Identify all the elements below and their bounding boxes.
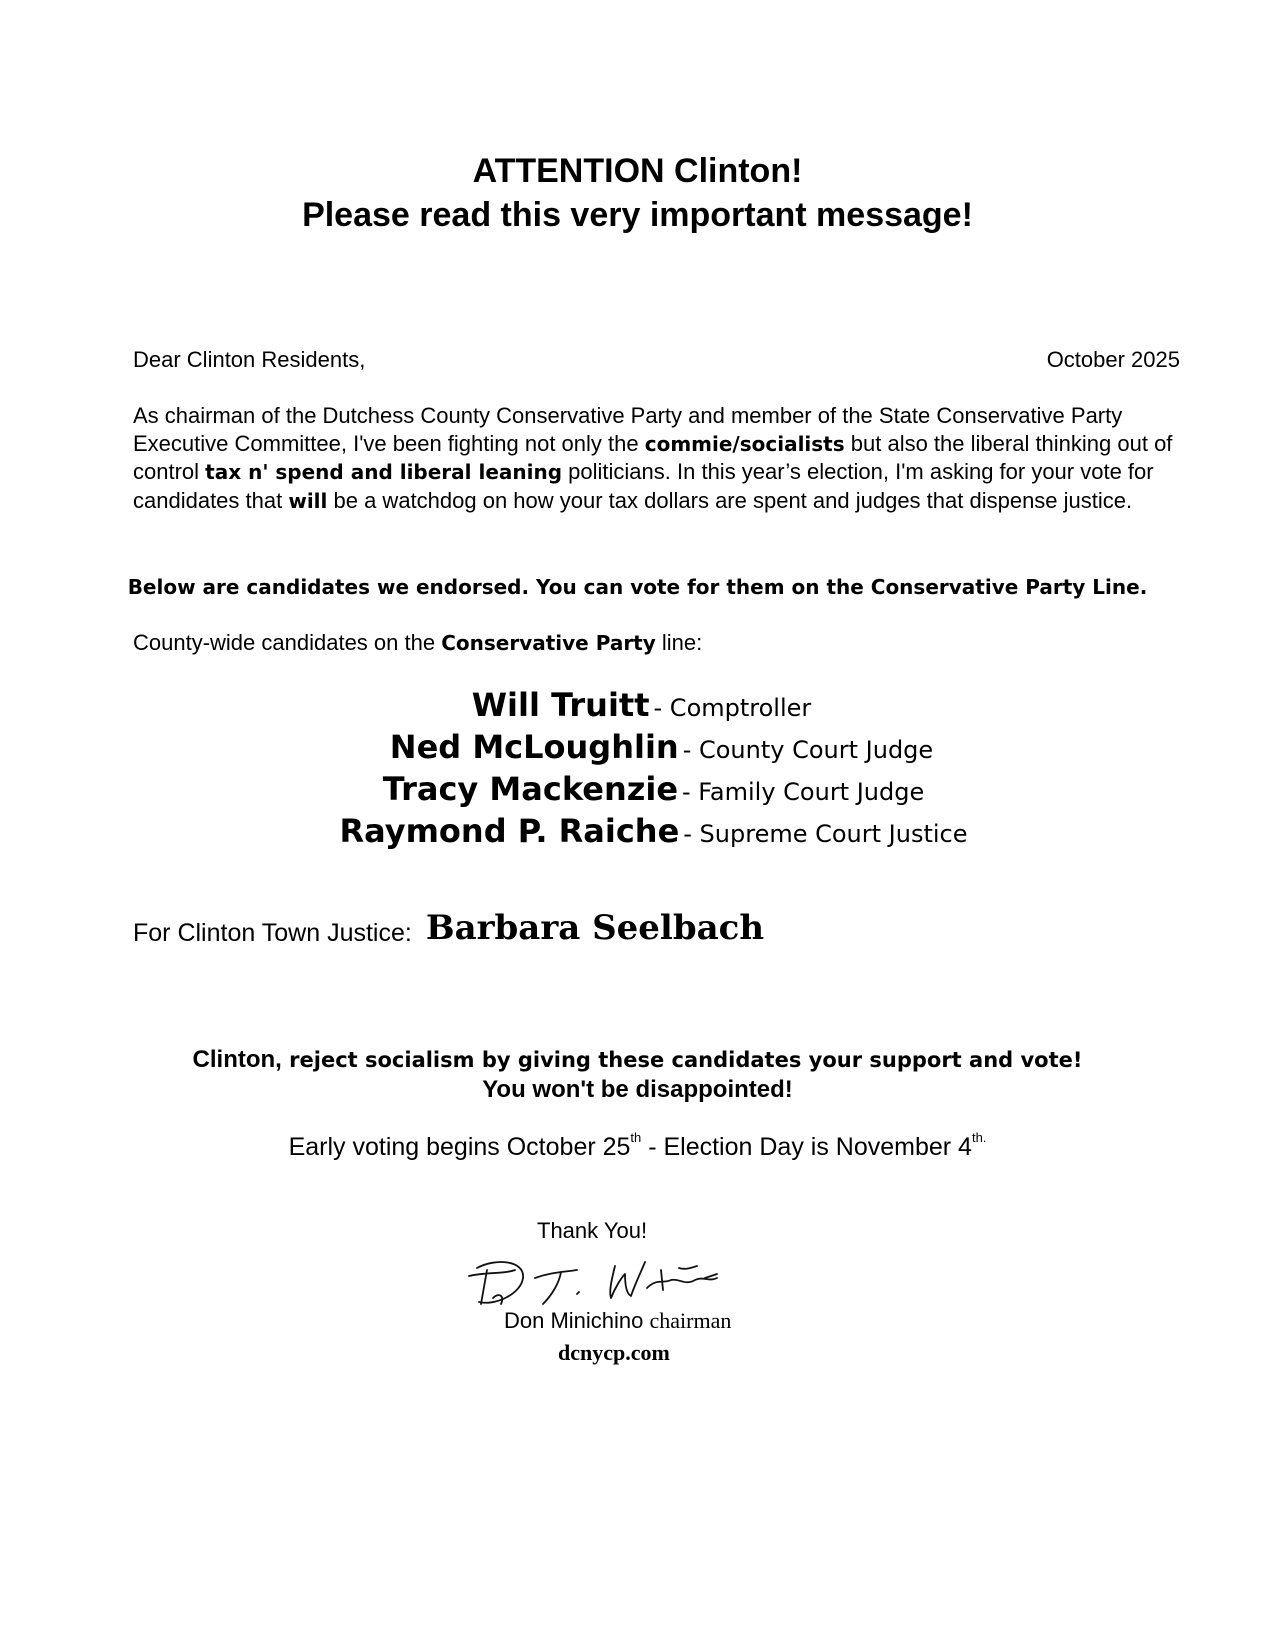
election-day-text: - Election Day is November 4 bbox=[641, 1133, 972, 1161]
candidate-name: Will Truitt bbox=[471, 686, 650, 724]
countywide-prefix: County-wide candidates on the bbox=[133, 630, 442, 655]
signer-name: Don Minichino bbox=[504, 1308, 644, 1333]
candidate-row bbox=[0, 770, 1275, 808]
candidate-name: Ned McLoughlin bbox=[389, 728, 679, 766]
salutation: Dear Clinton Residents, bbox=[133, 347, 366, 372]
candidate-role: - County Court Judge bbox=[682, 736, 934, 764]
closing-appeal bbox=[0, 1046, 1275, 1074]
town-justice-label: For Clinton Town Justice: bbox=[133, 919, 412, 947]
body-bold-will: will bbox=[288, 488, 328, 513]
countywide-intro bbox=[133, 630, 702, 656]
endorsement-note: Below are candidates we endorsed. You can vote for them on the Conservative Party Line. bbox=[127, 575, 1148, 599]
closing-line2: You won't be disappointed! bbox=[482, 1076, 793, 1103]
town-justice bbox=[133, 910, 764, 950]
headline-attention: ATTENTION Clinton! bbox=[472, 152, 803, 190]
body-text-4: be a watchdog on how your tax dollars are spent and judges that dispense justice. bbox=[327, 487, 1133, 513]
early-voting-suffix: th bbox=[630, 1129, 642, 1145]
website-url: dcnycp.com bbox=[558, 1340, 670, 1365]
voting-dates bbox=[0, 1129, 1275, 1162]
letter-body bbox=[133, 402, 1193, 515]
headline-message: Please read this very important message! bbox=[302, 196, 973, 234]
signer-role: chairman bbox=[649, 1308, 732, 1333]
candidate-role: - Family Court Judge bbox=[682, 778, 925, 806]
body-bold-commie: commie/socialists bbox=[644, 431, 845, 456]
town-justice-name: Barbara Seelbach bbox=[425, 908, 765, 948]
countywide-party: Conservative Party bbox=[441, 631, 656, 655]
body-bold-tax: tax n' spend and liberal leaning bbox=[205, 460, 563, 484]
candidate-role: - Supreme Court Justice bbox=[683, 820, 968, 848]
thank-you: Thank You! bbox=[537, 1218, 648, 1243]
candidate-name: Tracy Mackenzie bbox=[382, 770, 679, 808]
candidate-row bbox=[0, 686, 1275, 724]
body-text-1: As chairman of the Dutchess County Conservative Party and member of the State Conservative Party Executive Committee, I've been fighting not only the bbox=[133, 403, 1123, 456]
body-text-3: politicians. In this year’s election, I'm asking for your vote for candidates that bbox=[133, 459, 1154, 513]
candidate-name: Raymond P. Raiche bbox=[339, 812, 680, 850]
letter-date: October 2025 bbox=[1046, 347, 1180, 372]
candidate-row bbox=[0, 728, 1275, 766]
signer bbox=[504, 1308, 731, 1334]
closing-lead: Clinton, bbox=[192, 1046, 282, 1073]
candidate-role: - Comptroller bbox=[653, 694, 812, 722]
election-day-suffix: th. bbox=[971, 1129, 987, 1145]
closing-line1: reject socialism by giving these candidates your support and vote! bbox=[281, 1048, 1083, 1072]
countywide-suffix: line: bbox=[655, 630, 703, 655]
early-voting-text: Early voting begins October 25 bbox=[288, 1133, 631, 1161]
candidate-row bbox=[0, 812, 1275, 850]
body-text-2: but also the liberal thinking out of control bbox=[133, 430, 1173, 484]
